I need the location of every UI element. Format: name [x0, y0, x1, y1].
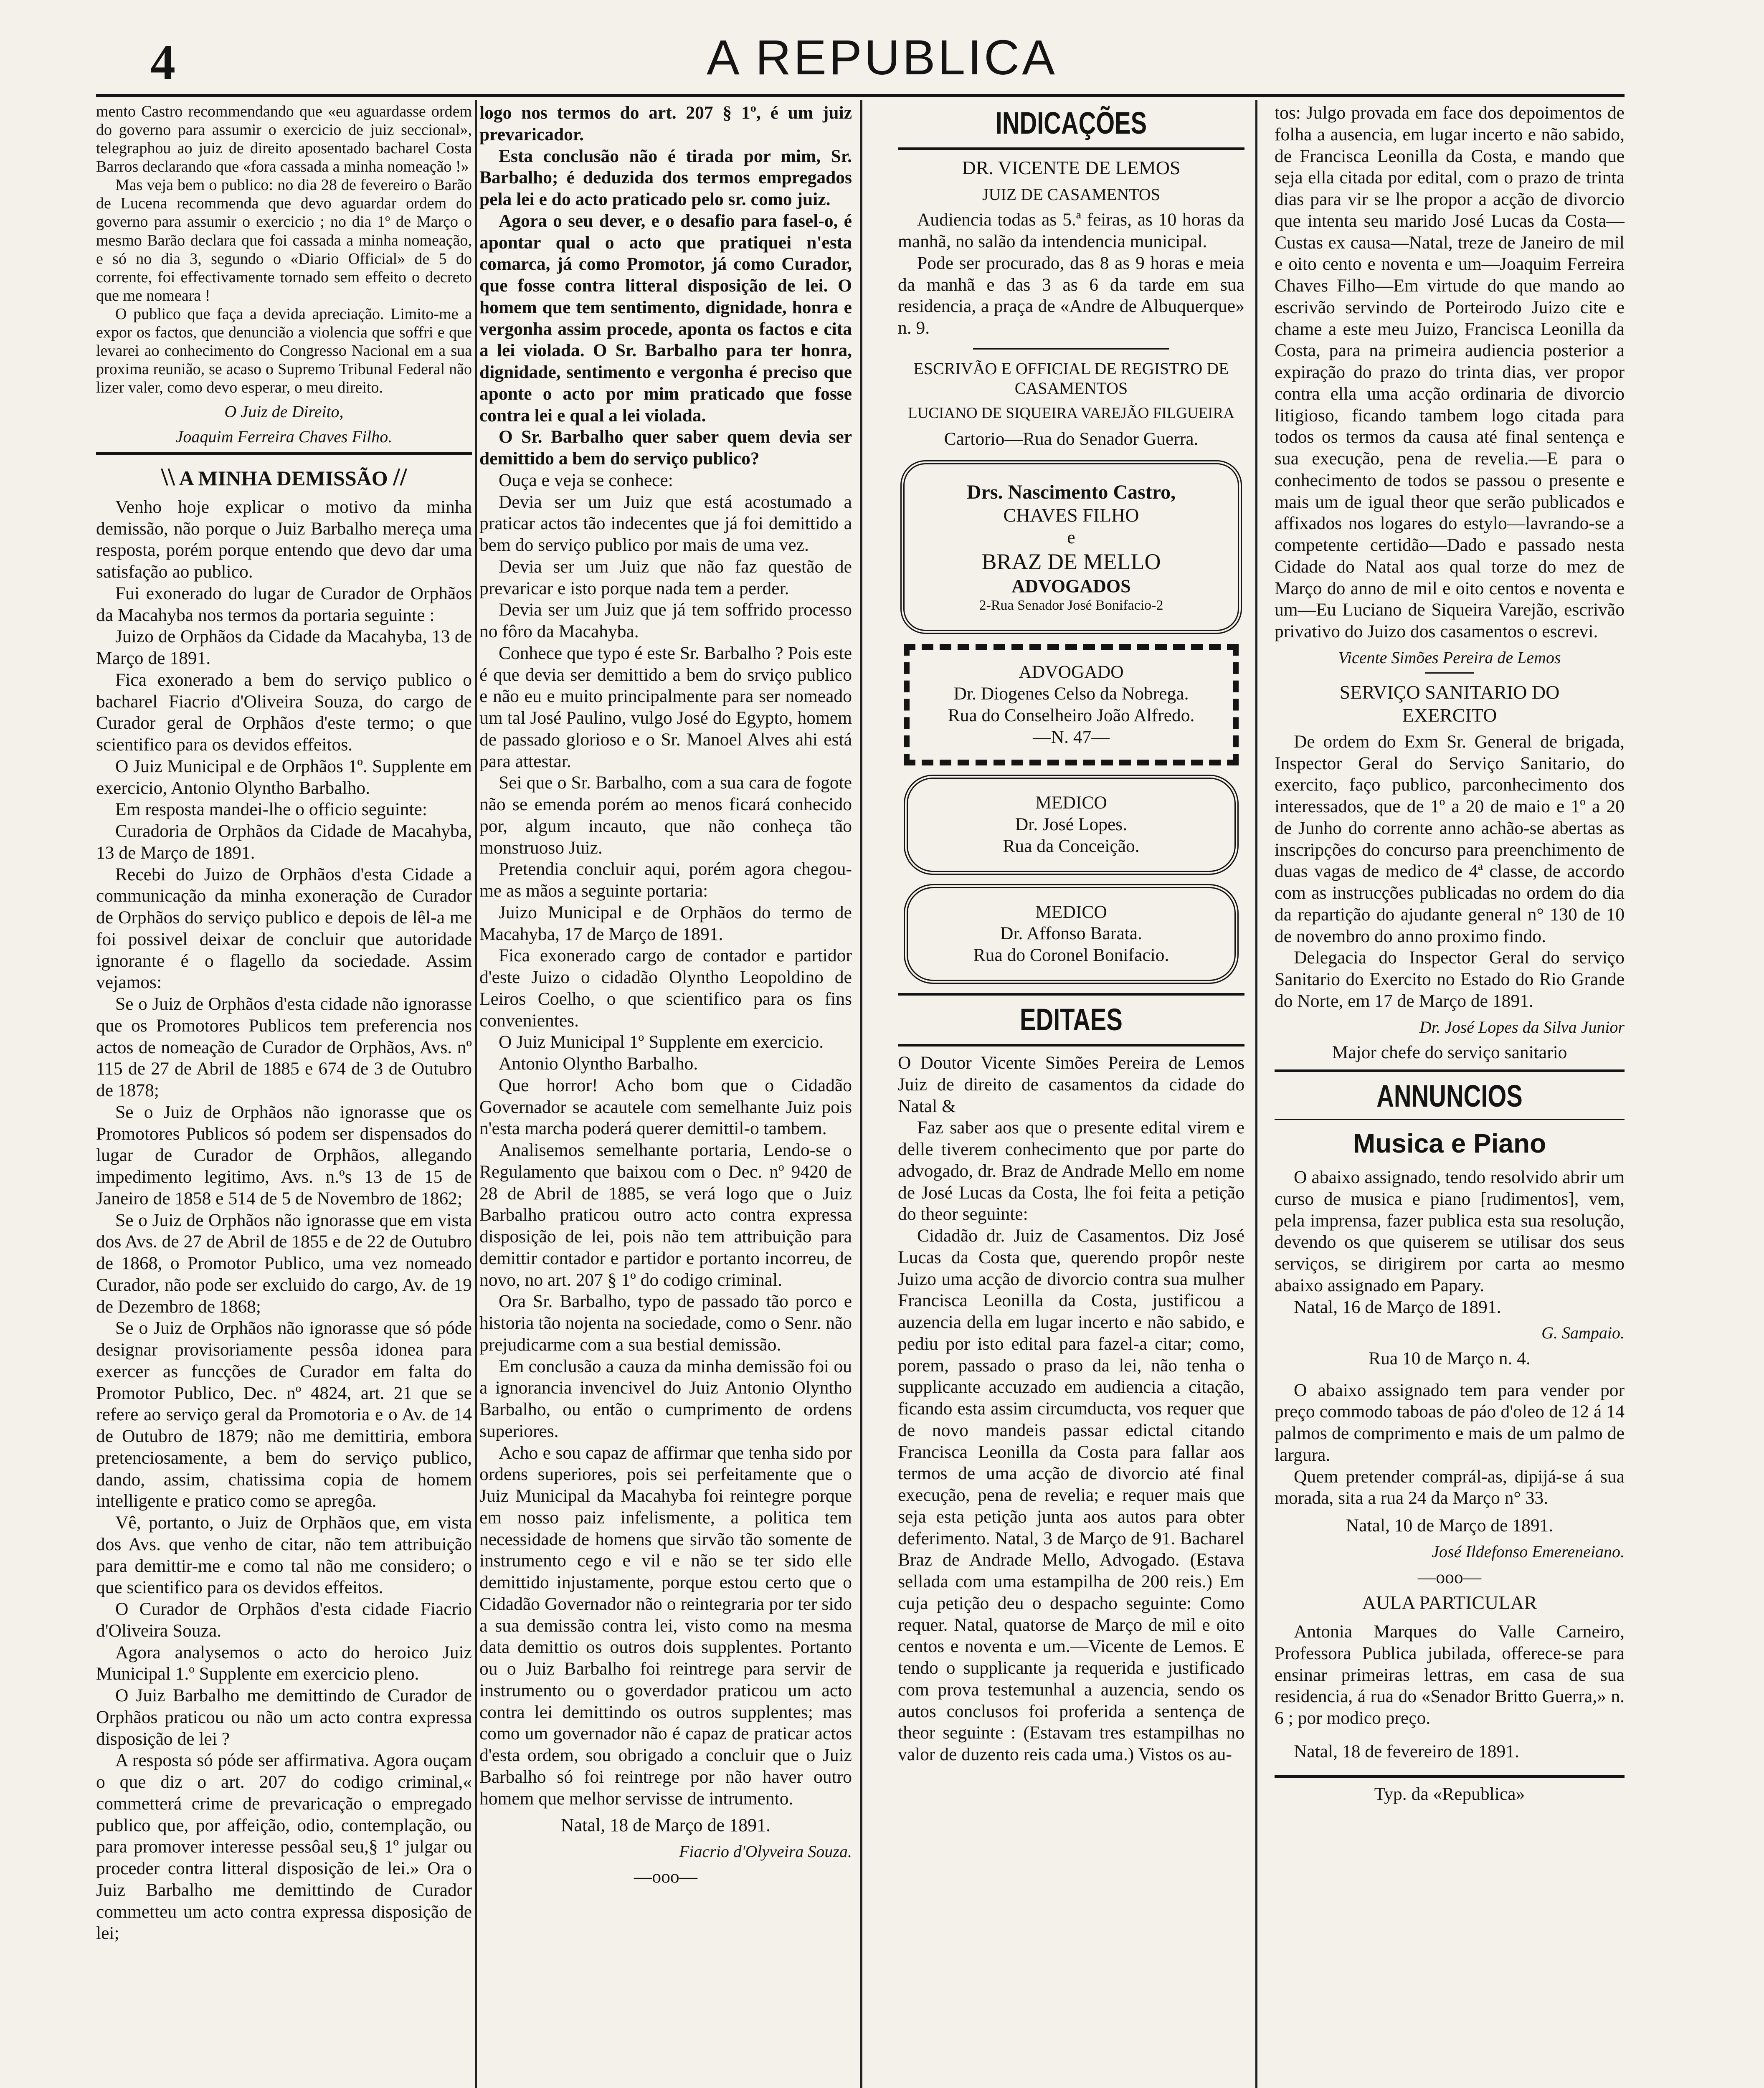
section-title-annuncios: ANNUNCIOS: [1376, 1078, 1523, 1113]
col1-para: Recebi do Juizo de Orphãos d'esta Cidade a communicação da minha exoneração de Curador de Orphãos do serviço publico e depois de lêl-a me foi possivel deixar de concluir que autoridade ignorante é o flagello da sociedade. Assim vejamos:: [96, 864, 472, 993]
section-title-editaes: EDITAES: [1020, 1002, 1123, 1037]
ad-text: Quem pretender comprál-as, dipijá-se á sua morada, sita a rua 24 da Março n° 33.: [1275, 1466, 1625, 1508]
col1-para: A resposta só póde ser affirmativa. Agora ouçam o que diz o art. 207 do codigo criminal,« commetterá crime de prevaricação o empregado publico que, por affeição, odio, contemplação, ou para promover interesse pessôal seu,§ 1º julgar ou proceder contra litteral disposição de lei.» Ora o Juiz Barbalho me demittindo de Curador commetteu um acto contra expressa disposição de lei;: [96, 1750, 472, 1944]
col2-para: Sei que o Sr. Barbalho, com a sua cara de fogote não se emenda porém ao menos ficará conhecido por, algum incauto, que não conheça tão monstruoso Juiz.: [479, 773, 852, 858]
col1-para: Se o Juiz de Orphãos não ignorasse que os Promotores Publicos só podem ser dispensados do lugar de Curador de Orphãos, allegando impedimento legitimo, Avs. n.ºs 13 de 15 de Janeiro de 1858 e 514 de 5 de Novembro de 1862;: [96, 1102, 472, 1209]
doctor-barata-card: [904, 884, 1239, 984]
col1-para: Agora analysemos o acto do heroico Juiz Municipal 1.º Supplente em exercicio pleno.: [96, 1642, 472, 1684]
card-line: Rua da Conceição.: [1003, 836, 1140, 856]
col2-para: Agora o seu dever, e o desafio para fasel-o, é apontar qual o acto que pratiquei n'esta comarca, já como Promotor, já como Curador, que fosse contra litteral disposição de lei. O homem que tem sentimento, dignidade, honra e vergonha assim procede, aponta os factos e cita a lei violada. O Sr. Barbalho para ter honra, dignidade, sentimento e vergonha é preciso que aponte o acto por mim praticado que fosse contra lei e qual a lei violada.: [479, 210, 852, 426]
printer-imprint: Typ. da «Republica»: [1374, 1784, 1525, 1804]
lemos-role: JUIZ DE CASAMENTOS: [982, 185, 1160, 204]
col1-para: Em resposta mandei-lhe o officio seguinte:: [115, 799, 427, 820]
ornament-icon: //: [393, 463, 407, 491]
card-line: ADVOGADOS: [1011, 575, 1131, 596]
divider: [898, 993, 1244, 996]
card-line: Drs. Nascimento Castro,: [966, 481, 1176, 503]
col2-signature: Fiacrio d'Olyveira Souza.: [679, 1842, 852, 1861]
col1-para: Curadoria de Orphãos da Cidade de Macahyba, 13 de Março de 1891.: [96, 821, 472, 863]
column-4: [1275, 102, 1625, 2088]
col4-signature: Dr. José Lopes da Silva Junior: [1419, 1017, 1625, 1036]
divider: [898, 147, 1244, 150]
col2-para: logo nos termos do art. 207 § 1º, é um juiz prevaricador.: [479, 103, 852, 144]
lawyers-card: [900, 460, 1242, 634]
escrivao-name: LUCIANO DE SIQUEIRA VAREJÃO FILGUEIRA: [908, 405, 1234, 422]
edital-heading: O Doutor Vicente Simões Pereira de Lemos Juiz de direito de casamentos da cidade do Natal &: [898, 1053, 1244, 1116]
card-line: CHAVES FILHO: [1003, 504, 1139, 526]
col1-para: O Curador de Orphãos d'esta cidade Fiacrio d'Oliveira Souza.: [96, 1599, 472, 1641]
col2-para: Antonio Olyntho Barbalho.: [499, 1054, 698, 1074]
divider: [973, 348, 1169, 350]
col1-para: mento Castro recommendando que «eu aguardasse ordem do governo para assumir o exercicio de juiz seccional», telegraphou ao juiz de direito aposentado bacharel Costa Barros declarando que «fora cassada a minha nomeação !»: [96, 103, 472, 176]
edital-para: Faz saber aos que o presente edital virem e delle tiverem conhecimento que por parte do advogado, dr. Braz de Andrade Mello em nome de José Lucas da Costa, lhe foi feita a petição do theor seguinte:: [898, 1117, 1244, 1224]
col4-para: De ordem do Exm Sr. General de brigada, Inspector Geral do Serviço Sanitario, do exercito, faço publico, parconhecimento dos interessados, que de 1º a 20 de maio e 1º a 20 de Junho do corrente anno achão-se abertas as inscripções do concurso para preenchimento de duas vagas de medico de 4ª classe, de accordo com as instrucções publicadas no ordem do dia da repartição do ajudante general n° 130 de 10 de novembro do anno proximo findo.: [1275, 731, 1625, 946]
escrivao-address: Cartorio—Rua do Senador Guerra.: [944, 429, 1199, 449]
col2-para: Devia ser um Juiz que já tem soffrido processo no fôro da Macahyba.: [479, 600, 852, 641]
col1-para: Se o Juiz de Orphãos não ignorasse que só póde designar provisoriamente pessôa idonea para exercer as funcções de Curador em falta do Promotor Publico, Dec. nº 4824, art. 21 que se refere ao serviço geral da Promotoria e o Av. de 14 de Outubro de 1879; não me demittiria, embora pretenciosamente, a bem do serviço publico, dando, assim, chatissima copia de homem intelligente e pratico como se apregôa.: [96, 1318, 472, 1511]
ad-text: Antonia Marques do Valle Carneiro, Professora Publica jubilada, offerece-se para ensinar primeiras lettras, em casa de sua residencia, á rua do «Senador Britto Guerra,» n. 6 ; por modico preço.: [1275, 1622, 1625, 1728]
col2-para: Conhece que typo é este Sr. Barbalho ? Pois este é que devia ser demittido a bem do srviço publico e não eu e muito principalmente para ser nomeado um tal José Paulino, vulgo José do Egypto, homem de passado glorioso e o Sr. Manoel Alves ahi está para attestar.: [479, 643, 852, 771]
divider: [1425, 672, 1474, 674]
col2-para: Ouça e veja se conhece:: [499, 470, 673, 490]
card-line: Rua do Conselheiro João Alfredo.: [948, 705, 1195, 725]
col2-para: Juizo Municipal e de Orphãos do termo de Macahyba, 17 de Março de 1891.: [479, 902, 852, 944]
ad-signature: G. Sampaio.: [1541, 1323, 1625, 1343]
ad-title: Musica e Piano: [1353, 1128, 1546, 1158]
card-line: 2-Rua Senador José Bonifacio-2: [979, 598, 1163, 613]
card-line: Dr. Affonso Barata.: [1000, 923, 1142, 944]
col1-para: Se o Juiz de Orphãos não ignorasse que em vista dos Avs. de 27 de Abril de 1855 e de 22 de Outubro de 1868, o Promotor Publico, uma vez nomeado Curador, não pode ser excluido do cargo, Av. de 19 de Dezembro de 1868;: [96, 1210, 472, 1317]
col1-para: O Juiz Municipal e de Orphãos 1º. Supplente em exercicio, Antonio Olyntho Barbalho.: [96, 756, 472, 798]
col2-place-date: Natal, 18 de Março de 1891.: [560, 1815, 771, 1836]
article-title-text: A MINHA DEMISSÃO: [179, 466, 388, 490]
card-line: BRAZ DE MELLO: [981, 549, 1161, 575]
ad-date: Natal, 18 de fevereiro de 1891.: [1294, 1741, 1519, 1761]
col2-para: Em conclusão a cauza da minha demissão foi ou a ignorancia invencivel do Juiz Antonio Olyntho Barbalho, ou então o cumprimento de ordens superiores.: [479, 1356, 852, 1441]
card-line: ADVOGADO: [1019, 662, 1124, 682]
card-line: Dr. José Lopes.: [1015, 814, 1128, 835]
col2-para: Devia ser um Juiz que não faz questão de prevaricar e isto porque nada tem a perder.: [479, 556, 852, 598]
col2-para: Esta conclusão não é tirada por mim, Sr. Barbalho; é deduzida dos termos empregados pela lei e do acto praticado pelo sr. como juiz.: [479, 146, 852, 209]
column-rule-3: [1255, 100, 1257, 2088]
col1-para: Juizo de Orphãos da Cidade da Macahyba, 13 de Março de 1891.: [96, 626, 472, 669]
col2-para: Fica exonerado cargo de contador e partidor d'este Juizo o cidadão Olyntho Leopoldino de Leiros Coelho, o que scientifico para os fins convenientes.: [479, 945, 852, 1031]
divider: [96, 452, 472, 455]
col2-para: Analisemos semelhante portaria, Lendo-se o Regulamento que baixou com o Dec. nº 9420 de 28 de Abril de 1885, se verá logo que o Juiz Barbalho praticou outro acto contra expressa disposição de lei, pois não tem attribuição para demittir contador e partidor e portanto incorreu, de novo, no art. 207 § 1º do codigo criminal.: [479, 1140, 852, 1290]
page-number: 4: [150, 34, 175, 90]
column-rule-2: [860, 100, 862, 2088]
card-line: e: [1067, 527, 1075, 547]
section-title-indicacoes: INDICAÇÕES: [995, 106, 1147, 140]
col1-signature-title: O Juiz de Direito,: [224, 402, 344, 421]
masthead-rule: [96, 94, 1625, 97]
col1-para: Fui exonerado do lugar de Curador de Orphãos da Macahyba nos termos da portaria seguinte :: [96, 583, 472, 625]
col1-para: Venho hoje explicar o motivo da minha demissão, não porque o Juiz Barbalho mereça uma resposta, porém porque entendo que devo dar uma satisfação ao publico.: [96, 497, 472, 582]
col2-para: Que horror! Acho bom que o Cidadão Governador se acautele com semelhante Juiz pois n'esta marcha poderá querer demittil-o tambem.: [479, 1075, 852, 1139]
escrivao-title: ESCRIVÃO E OFFICIAL DE REGISTRO DE CASAMENTOS: [913, 359, 1229, 398]
column-1: [96, 102, 472, 2088]
lemos-name: DR. VICENTE DE LEMOS: [962, 157, 1181, 179]
lemos-text: Audiencia todas as 5.ª feiras, as 10 horas da manhã, no salão da intendencia municipal.: [898, 210, 1244, 252]
ad-date: Natal, 16 de Março de 1891.: [1294, 1297, 1501, 1317]
col2-para: O Juiz Municipal 1º Supplente em exercicio.: [499, 1032, 824, 1052]
ad-date: Natal, 10 de Março de 1891.: [1346, 1515, 1554, 1536]
col4-para: Delegacia do Inspector Geral do serviço Sanitario do Exercito no Estado do Rio Grande do Norte, em 17 de Março de 1891.: [1275, 948, 1625, 1011]
doctor-lopes-card: [904, 775, 1239, 874]
card-line: —N. 47—: [1033, 727, 1110, 747]
lawyer-nobrega-card: [904, 644, 1239, 765]
masthead: A REPUBLICA: [707, 30, 1057, 85]
lemos-text: Pode ser procurado, das 8 as 9 horas e meia da manhã e das 3 as 6 da tarde em sua residencia, a praça de «Andre de Albuquerque» n. 9.: [898, 253, 1244, 338]
divider: [898, 1044, 1244, 1047]
col2-para: Devia ser um Juiz que está acostumado a praticar actos tão indecentes que já foi demittido a bem do serviço publico por mais de uma vez.: [479, 492, 852, 555]
col1-para: Mas veja bem o publico: no dia 28 de fevereiro o Barão de Lucena recommenda que devo aguardar ordem do governo para assumir o exercicio ; no dia 1º de Março o mesmo Barão declara que foi cassada a minha nomeação, e só no dia 3, segundo o «Diario Official» de 5 do corrente, foi effectivamente tornado sem effeito o decreto que me nomeara !: [96, 176, 472, 304]
col2-para: Acho e sou capaz de affirmar que tenha sido por ordens superiores, pois sei perfeitamente que o Juiz Municipal da Macahyba foi reintegre porque em nosso paiz infelismente, a politica tem necessidade de homens que sirvão tão somente de instrumento cego e vil e não se ter sido elle demittido injustamente, porque estou certo que o Cidadão Governador não o reintegraria por ter sido a sua demissão contra lei, visto como na mesma data demittio os outros dois supplentes. Portanto ou o Juiz Barbalho foi reintrege para servir de instrumento ou o goverdador praticou um acto contra lei demittindo os outros supplentes; mas como um governador não é capaz de praticar actos d'esta ordem, sou obrigado a concluir que o Juiz Barbalho só foi reintrege por não haver outro homem que melhor servisse de intrumento.: [479, 1442, 852, 1809]
column-2: [479, 102, 852, 2088]
article-title: [96, 462, 472, 492]
col1-para: Vê, portanto, o Juiz de Orphãos que, em vista dos Avs. que venho de citar, não tem attribuição para demittir-me e como tal não me considero; o que scientifico para os devidos effeitos.: [96, 1513, 472, 1598]
ad-signature: José Ildefonso Emereneiano.: [1432, 1542, 1625, 1561]
col2-para: Ora Sr. Barbalho, typo de passado tão porco e historia tão nojenta na sociedade, como o Senr. não prejudicarme com a sua bestial demissão.: [479, 1291, 852, 1355]
ad-text: O abaixo assignado, tendo resolvido abrir um curso de musica e piano [rudimentos], vem, pela imprensa, fazer publica esta sua resolução, devendo os que quiserem se utilisar dos seus serviços, se dirigirem por carta ao mesmo abaixo assignado em Papary.: [1275, 1167, 1625, 1295]
col4-signature: Vicente Simões Pereira de Lemos: [1338, 648, 1561, 667]
col1-para: O Juiz Barbalho me demittindo de Curador de Orphãos praticou ou não um acto contra expressa disposição de lei ?: [96, 1685, 472, 1749]
col4-signature-role: Major chefe do serviço sanitario: [1332, 1042, 1567, 1063]
section-title-servico-sanitario: SERVIÇO SANITARIO DO EXERCITO: [1339, 682, 1560, 726]
ornament-icon: \\: [161, 463, 175, 491]
edital-para: Cidadão dr. Juiz de Casamentos. Diz José Lucas da Costa que, querendo propôr neste Juizo uma acção de divorcio contra sua mulher Francisca Leonilla da Costa, justificou a auzencia della em lugar incerto e não sabido, e pediu por isto edital para fazel-a citar; como, porem, passado o praso da lei, não tenha o supplicante accuzado em audiencia a citação, ficando esta assim circumducta, vos requer que de novo mandeis passar edictal citando Francisca Leonilla da Costa para fallar aos termos de uma acção de divorcio até final execução, pena de revelia; e requer mais que seja esta petição junta aos autos para obter deferimento. Natal, 3 de Março de 91. Bacharel Braz de Andrade Mello, Advogado. (Estava sellada com uma estampilha de 200 reis.) Em cuja petição deu o despacho seguinte: Como requer. Natal, quatorse de Março de mil e oito centos e noventa e um.—Vicente de Lemos. E tendo o supplicante ja requerida e justificado com prova testemunhal a auzencia, sendo os autos conclusos foi proferida a sentença de theor seguinte : (Estavam tres estampilhas no valor de duzento reis cada uma.) Vistos os au-: [898, 1226, 1244, 1765]
col2-para: O Sr. Barbalho quer saber quem devia ser demittido a bem do serviço publico?: [479, 427, 852, 469]
ad-text: O abaixo assignado tem para vender por preço commodo taboas de páo d'oleo de 12 á 14 palmos de comprimento e mais de um palmo de largura.: [1275, 1380, 1625, 1465]
card-line: Rua do Coronel Bonifacio.: [973, 945, 1169, 965]
divider: [1275, 1069, 1625, 1072]
card-line: Dr. Diogenes Celso da Nobrega.: [953, 684, 1189, 704]
ad-title: AULA PARTICULAR: [1362, 1592, 1537, 1614]
divider: [1275, 1119, 1625, 1120]
col1-para: Se o Juiz de Orphãos d'esta cidade não ignorasse que os Promotores Publicos tem preferencia nos actos de nomeação de Curador de Orphãos, Avs. nº 115 de 27 de Abril de 1885 e 674 de 3 de Outubro de 1878;: [96, 994, 472, 1101]
ad-end-mark: —ooo—: [1417, 1567, 1482, 1587]
ad-address: Rua 10 de Março n. 4.: [1369, 1348, 1531, 1368]
col2-para: Pretendia concluir aqui, porém agora chegou-me as mãos a seguinte portaria:: [479, 859, 852, 901]
divider: [1275, 1775, 1625, 1778]
column-3: [898, 102, 1244, 2088]
card-line: MEDICO: [1035, 793, 1107, 813]
col1-para: Fica exonerado a bem do serviço publico o bacharel Fiacrio d'Oliveira Souza, do cargo de Curador geral de Orphãos d'este termo; o que scientifico para os devidos effeitos.: [96, 669, 472, 755]
col1-signature-name: Joaquim Ferreira Chaves Filho.: [175, 427, 393, 446]
column-rule-1: [475, 100, 477, 2088]
col2-end-mark: —ooo—: [634, 1867, 698, 1887]
col4-para: tos: Julgo provada em face dos depoimentos de folha a ausencia, em lugar incerto e não sabido, de Francisca Leonilla da Costa, e mando que seja ella citada por edital, com o prazo de trinta dias para vir se lhe propor a acção de divorcio que intenta seu marido José Lucas da Costa—Custas ex causa—Natal, treze de Janeiro de mil e oito cento e noventa e um—Joaquim Ferreira Chaves Filho—Em virtude do que mando ao escrivão servindo de Porteirodo Juizo cite e chame a este meu Juizo, Francisca Leonilla da Costa, para na primeira audiencia posterior a expiração do prazo do trinta dias, ver propor contra ella uma acção ordinaria de divorcio litigioso, ficando tambem logo citada para todos os termos da causa até final sentença e sua execução, pena de revelia.—E para o conhecimento de todos se passou o presente e mais um de igual theor que serão publicados e affixados nos logares do estylo—lavrando-se a competente certidão—Dado e passado nesta Cidade do Natal aos qual torze do mez de Março do anno de mil e oito centos e noventa e um—Eu Luciano de Siqueira Varejão, escrivão privativo do Juizo dos casamentos o escrevi.: [1275, 103, 1625, 641]
card-line: MEDICO: [1035, 902, 1107, 922]
col1-para: O publico que faça a devida apreciação. Limito-me a expor os factos, que denuncião a violencia que soffri e que levarei ao conhecimento do Congresso Nacional em a sua proxima reunião, se acaso o Supremo Tribunal Federal não lizer valer, como devo esperar, o meu direito.: [96, 305, 472, 397]
